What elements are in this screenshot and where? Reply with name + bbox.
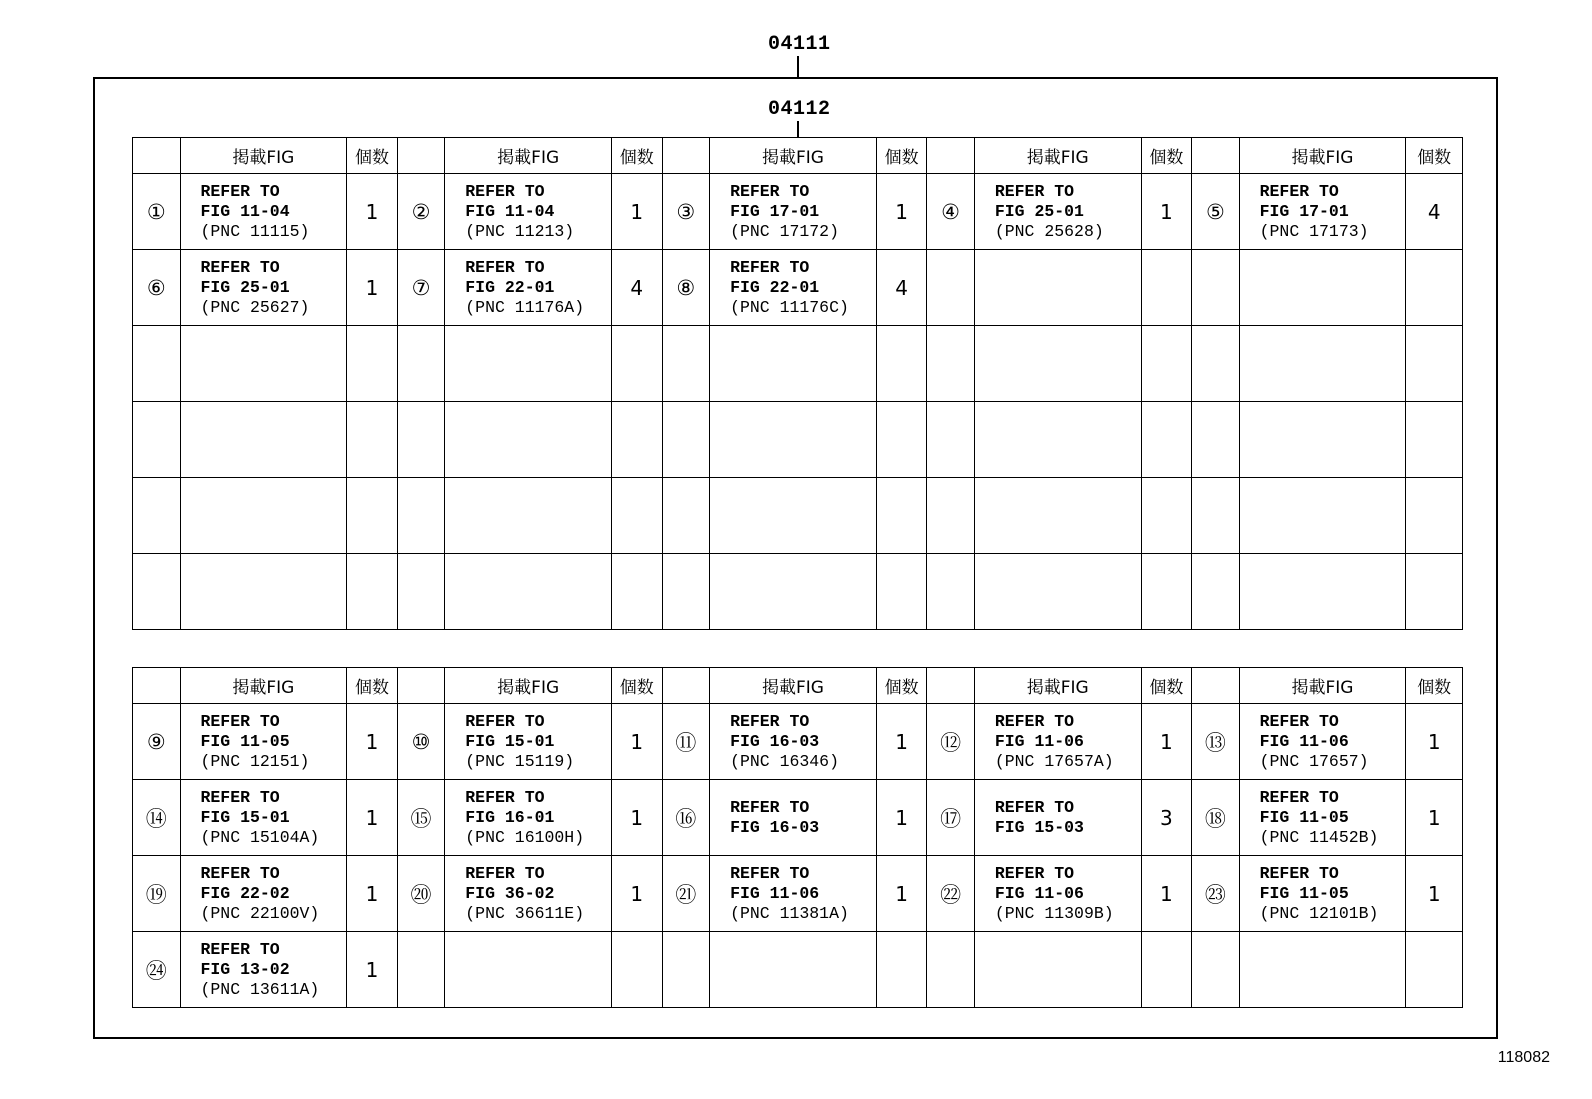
quantity: 1 bbox=[347, 856, 398, 932]
fig-reference bbox=[180, 780, 347, 856]
quantity: 1 bbox=[347, 250, 398, 326]
refer-to-text: REFER TO bbox=[200, 939, 280, 959]
item-number: ⑲ bbox=[133, 856, 181, 932]
fig-reference bbox=[445, 174, 612, 250]
quantity bbox=[1406, 326, 1463, 402]
index-header bbox=[133, 138, 181, 174]
fig-reference bbox=[180, 174, 347, 250]
fig-number: FIG 16-03 bbox=[730, 731, 820, 751]
fig-header: 掲載FIG bbox=[445, 138, 612, 174]
quantity: 1 bbox=[347, 174, 398, 250]
item-number: ⑧ bbox=[662, 250, 710, 326]
refer-to-text: REFER TO bbox=[1259, 787, 1339, 807]
quantity bbox=[612, 402, 663, 478]
fig-reference bbox=[710, 856, 877, 932]
fig-header: 掲載FIG bbox=[180, 138, 347, 174]
item-number bbox=[927, 932, 975, 1008]
table-row bbox=[133, 704, 1463, 780]
fig-reference bbox=[710, 326, 877, 402]
index-header bbox=[662, 668, 710, 704]
quantity: 3 bbox=[1141, 780, 1192, 856]
quantity: 1 bbox=[612, 780, 663, 856]
index-header bbox=[397, 138, 445, 174]
table-row bbox=[133, 402, 1463, 478]
item-number: ③ bbox=[662, 174, 710, 250]
fig-number: FIG 11-05 bbox=[1259, 883, 1349, 903]
refer-to-text: REFER TO bbox=[200, 257, 280, 277]
fig-reference bbox=[445, 326, 612, 402]
quantity bbox=[347, 554, 398, 630]
item-number: ⑩ bbox=[397, 704, 445, 780]
item-number bbox=[662, 478, 710, 554]
item-number bbox=[1192, 326, 1240, 402]
image-code: 118082 bbox=[1497, 1049, 1550, 1066]
table-row bbox=[133, 554, 1463, 630]
qty-header: 個数 bbox=[876, 138, 927, 174]
fig-reference bbox=[974, 402, 1141, 478]
item-number: ⑳ bbox=[397, 856, 445, 932]
quantity: 1 bbox=[347, 780, 398, 856]
quantity bbox=[612, 932, 663, 1008]
parts-table-lower bbox=[132, 667, 1463, 1008]
fig-reference bbox=[710, 250, 877, 326]
quantity: 4 bbox=[612, 250, 663, 326]
refer-to-text: REFER TO bbox=[200, 181, 280, 201]
quantity bbox=[1141, 402, 1192, 478]
item-number bbox=[133, 326, 181, 402]
qty-header: 個数 bbox=[1141, 138, 1192, 174]
item-number: ㉑ bbox=[662, 856, 710, 932]
quantity: 1 bbox=[876, 780, 927, 856]
fig-reference bbox=[1239, 932, 1406, 1008]
pnc-number: (PNC 11176C) bbox=[730, 297, 849, 317]
item-number bbox=[133, 554, 181, 630]
refer-to-text: REFER TO bbox=[465, 181, 545, 201]
pnc-number: (PNC 25628) bbox=[994, 221, 1104, 241]
fig-reference bbox=[710, 478, 877, 554]
fig-reference bbox=[974, 704, 1141, 780]
fig-number: FIG 22-01 bbox=[730, 277, 820, 297]
fig-reference bbox=[445, 250, 612, 326]
fig-reference bbox=[180, 554, 347, 630]
pnc-number: (PNC 13611A) bbox=[200, 979, 320, 999]
fig-number: FIG 15-03 bbox=[994, 817, 1084, 837]
inner-label-leader bbox=[797, 121, 799, 137]
pnc-number: (PNC 11452B) bbox=[1259, 827, 1379, 847]
quantity: 1 bbox=[876, 704, 927, 780]
item-number bbox=[662, 326, 710, 402]
fig-reference bbox=[1239, 326, 1406, 402]
pnc-number: (PNC 11176A) bbox=[465, 297, 585, 317]
pnc-number: (PNC 16346) bbox=[730, 751, 839, 771]
qty-header: 個数 bbox=[1406, 668, 1463, 704]
quantity bbox=[876, 554, 927, 630]
qty-header: 個数 bbox=[1406, 138, 1463, 174]
quantity bbox=[1406, 932, 1463, 1008]
refer-to-text: REFER TO bbox=[1259, 863, 1339, 883]
table-row bbox=[133, 932, 1463, 1008]
fig-number: FIG 13-02 bbox=[200, 959, 290, 979]
fig-reference bbox=[974, 554, 1141, 630]
refer-to-text: REFER TO bbox=[994, 181, 1075, 201]
item-number: ② bbox=[397, 174, 445, 250]
fig-reference bbox=[974, 780, 1141, 856]
quantity bbox=[1406, 478, 1463, 554]
refer-to-text: REFER TO bbox=[465, 863, 545, 883]
quantity bbox=[347, 326, 398, 402]
item-number: ④ bbox=[927, 174, 975, 250]
quantity bbox=[1406, 402, 1463, 478]
fig-header: 掲載FIG bbox=[1239, 138, 1406, 174]
fig-header: 掲載FIG bbox=[1239, 668, 1406, 704]
item-number: ⑬ bbox=[1192, 704, 1240, 780]
fig-reference bbox=[1239, 402, 1406, 478]
fig-reference bbox=[1239, 554, 1406, 630]
index-header bbox=[1192, 138, 1240, 174]
fig-header: 掲載FIG bbox=[710, 668, 877, 704]
item-number: ㉔ bbox=[133, 932, 181, 1008]
fig-reference bbox=[445, 856, 612, 932]
fig-reference bbox=[710, 554, 877, 630]
fig-reference bbox=[710, 402, 877, 478]
item-number bbox=[1192, 478, 1240, 554]
refer-to-text: REFER TO bbox=[730, 181, 810, 201]
qty-header: 個数 bbox=[347, 138, 398, 174]
quantity bbox=[1141, 326, 1192, 402]
quantity bbox=[1406, 554, 1463, 630]
fig-reference bbox=[974, 932, 1141, 1008]
item-number bbox=[1192, 932, 1240, 1008]
item-number bbox=[397, 326, 445, 402]
quantity bbox=[1141, 250, 1192, 326]
quantity bbox=[1141, 932, 1192, 1008]
item-number: ⑨ bbox=[133, 704, 181, 780]
index-header bbox=[927, 668, 975, 704]
refer-to-text: REFER TO bbox=[200, 787, 280, 807]
qty-header: 個数 bbox=[1141, 668, 1192, 704]
qty-header: 個数 bbox=[876, 668, 927, 704]
quantity bbox=[876, 478, 927, 554]
table-row bbox=[133, 478, 1463, 554]
fig-header: 掲載FIG bbox=[974, 138, 1141, 174]
item-number bbox=[397, 402, 445, 478]
table-header-row bbox=[133, 138, 1463, 174]
fig-number: FIG 25-01 bbox=[994, 201, 1084, 221]
item-number bbox=[662, 402, 710, 478]
fig-reference bbox=[1239, 704, 1406, 780]
fig-header: 掲載FIG bbox=[180, 668, 347, 704]
refer-to-text: REFER TO bbox=[465, 257, 545, 277]
outer-label-leader bbox=[797, 56, 799, 77]
pnc-number: (PNC 11213) bbox=[465, 221, 575, 241]
fig-reference bbox=[1239, 174, 1406, 250]
quantity: 1 bbox=[612, 856, 663, 932]
fig-number: FIG 11-06 bbox=[1259, 731, 1349, 751]
item-number bbox=[927, 554, 975, 630]
fig-number: FIG 16-01 bbox=[465, 807, 555, 827]
item-number bbox=[1192, 554, 1240, 630]
item-number bbox=[1192, 250, 1240, 326]
fig-header: 掲載FIG bbox=[445, 668, 612, 704]
item-number bbox=[927, 402, 975, 478]
fig-reference bbox=[445, 932, 612, 1008]
refer-to-text: REFER TO bbox=[465, 787, 545, 807]
fig-number: FIG 11-06 bbox=[730, 883, 820, 903]
fig-number: FIG 11-06 bbox=[994, 731, 1084, 751]
item-number bbox=[662, 554, 710, 630]
quantity: 1 bbox=[612, 174, 663, 250]
fig-number: FIG 36-02 bbox=[465, 883, 555, 903]
quantity: 4 bbox=[1406, 174, 1463, 250]
quantity: 1 bbox=[876, 174, 927, 250]
pnc-number: (PNC 17173) bbox=[1259, 221, 1369, 241]
fig-number: FIG 17-01 bbox=[730, 201, 820, 221]
fig-number: FIG 15-01 bbox=[200, 807, 290, 827]
refer-to-text: REFER TO bbox=[730, 863, 810, 883]
item-number bbox=[133, 402, 181, 478]
fig-number: FIG 15-01 bbox=[465, 731, 555, 751]
fig-number: FIG 11-04 bbox=[200, 201, 290, 221]
item-number: ⑮ bbox=[397, 780, 445, 856]
item-number: ⑪ bbox=[662, 704, 710, 780]
item-number: ⑭ bbox=[133, 780, 181, 856]
pnc-number: (PNC 17657A) bbox=[994, 751, 1114, 771]
quantity: 1 bbox=[1141, 704, 1192, 780]
item-number: ㉒ bbox=[927, 856, 975, 932]
quantity bbox=[876, 402, 927, 478]
item-number bbox=[662, 932, 710, 1008]
fig-reference bbox=[445, 554, 612, 630]
fig-header: 掲載FIG bbox=[710, 138, 877, 174]
fig-number: FIG 16-03 bbox=[730, 817, 820, 837]
table-row bbox=[133, 326, 1463, 402]
quantity bbox=[347, 402, 398, 478]
quantity bbox=[612, 326, 663, 402]
qty-header: 個数 bbox=[612, 138, 663, 174]
fig-number: FIG 22-01 bbox=[465, 277, 555, 297]
fig-reference bbox=[180, 704, 347, 780]
quantity bbox=[347, 478, 398, 554]
quantity: 4 bbox=[876, 250, 927, 326]
quantity: 1 bbox=[347, 932, 398, 1008]
fig-number: FIG 17-01 bbox=[1259, 201, 1349, 221]
item-number: ⑱ bbox=[1192, 780, 1240, 856]
refer-to-text: REFER TO bbox=[1259, 711, 1339, 731]
index-header bbox=[927, 138, 975, 174]
item-number: ⑤ bbox=[1192, 174, 1240, 250]
item-number bbox=[927, 326, 975, 402]
item-number bbox=[397, 478, 445, 554]
quantity bbox=[1141, 554, 1192, 630]
item-number: ① bbox=[133, 174, 181, 250]
pnc-number: (PNC 15119) bbox=[465, 751, 575, 771]
fig-reference bbox=[974, 856, 1141, 932]
index-header bbox=[397, 668, 445, 704]
fig-reference bbox=[445, 478, 612, 554]
quantity bbox=[1406, 250, 1463, 326]
table-row bbox=[133, 780, 1463, 856]
pnc-number: (PNC 12151) bbox=[200, 751, 310, 771]
fig-reference bbox=[1239, 856, 1406, 932]
table-row bbox=[133, 856, 1463, 932]
parts-table-upper bbox=[132, 137, 1463, 630]
refer-to-text: REFER TO bbox=[200, 863, 280, 883]
pnc-number: (PNC 11309B) bbox=[994, 903, 1114, 923]
item-number: ⑯ bbox=[662, 780, 710, 856]
refer-to-text: REFER TO bbox=[994, 863, 1075, 883]
fig-reference bbox=[445, 402, 612, 478]
item-number bbox=[927, 478, 975, 554]
quantity bbox=[1141, 478, 1192, 554]
item-number: ⑰ bbox=[927, 780, 975, 856]
item-number: ⑦ bbox=[397, 250, 445, 326]
refer-to-text: REFER TO bbox=[730, 711, 810, 731]
table-header-row bbox=[133, 668, 1463, 704]
quantity bbox=[876, 932, 927, 1008]
item-number bbox=[397, 554, 445, 630]
fig-number: FIG 11-04 bbox=[465, 201, 555, 221]
qty-header: 個数 bbox=[347, 668, 398, 704]
quantity: 1 bbox=[1141, 856, 1192, 932]
fig-reference bbox=[1239, 478, 1406, 554]
fig-reference bbox=[974, 174, 1141, 250]
fig-number: FIG 11-05 bbox=[200, 731, 290, 751]
fig-reference bbox=[1239, 780, 1406, 856]
quantity: 1 bbox=[1141, 174, 1192, 250]
table-row bbox=[133, 250, 1463, 326]
pnc-number: (PNC 11115) bbox=[200, 221, 310, 241]
item-number: ⑫ bbox=[927, 704, 975, 780]
refer-to-text: REFER TO bbox=[994, 797, 1075, 817]
pnc-number: (PNC 17172) bbox=[730, 221, 839, 241]
item-number bbox=[1192, 402, 1240, 478]
item-number: ㉓ bbox=[1192, 856, 1240, 932]
fig-reference bbox=[1239, 250, 1406, 326]
fig-reference bbox=[180, 250, 347, 326]
fig-header: 掲載FIG bbox=[974, 668, 1141, 704]
fig-number: FIG 22-02 bbox=[200, 883, 290, 903]
quantity: 1 bbox=[876, 856, 927, 932]
fig-reference bbox=[710, 780, 877, 856]
table-row bbox=[133, 174, 1463, 250]
quantity: 1 bbox=[612, 704, 663, 780]
index-header bbox=[133, 668, 181, 704]
refer-to-text: REFER TO bbox=[730, 257, 810, 277]
fig-reference bbox=[974, 326, 1141, 402]
fig-reference bbox=[180, 402, 347, 478]
fig-reference bbox=[180, 326, 347, 402]
pnc-number: (PNC 36611E) bbox=[465, 903, 585, 923]
pnc-number: (PNC 22100V) bbox=[200, 903, 320, 923]
index-header bbox=[1192, 668, 1240, 704]
refer-to-text: REFER TO bbox=[730, 797, 810, 817]
quantity bbox=[612, 478, 663, 554]
fig-reference bbox=[974, 250, 1141, 326]
refer-to-text: REFER TO bbox=[1259, 181, 1339, 201]
inner-assembly-label: 04112 bbox=[768, 98, 831, 121]
fig-reference bbox=[445, 780, 612, 856]
fig-reference bbox=[180, 856, 347, 932]
pnc-number: (PNC 17657) bbox=[1259, 751, 1369, 771]
pnc-number: (PNC 12101B) bbox=[1259, 903, 1379, 923]
refer-to-text: REFER TO bbox=[994, 711, 1075, 731]
pnc-number: (PNC 25627) bbox=[200, 297, 310, 317]
quantity: 1 bbox=[1406, 704, 1463, 780]
fig-number: FIG 11-05 bbox=[1259, 807, 1349, 827]
fig-reference bbox=[710, 704, 877, 780]
refer-to-text: REFER TO bbox=[200, 711, 280, 731]
fig-reference bbox=[710, 932, 877, 1008]
item-number bbox=[397, 932, 445, 1008]
quantity bbox=[876, 326, 927, 402]
item-number bbox=[927, 250, 975, 326]
fig-reference bbox=[445, 704, 612, 780]
quantity: 1 bbox=[347, 704, 398, 780]
fig-reference bbox=[180, 932, 347, 1008]
item-number bbox=[133, 478, 181, 554]
refer-to-text: REFER TO bbox=[465, 711, 545, 731]
fig-reference bbox=[974, 478, 1141, 554]
fig-reference bbox=[180, 478, 347, 554]
item-number: ⑥ bbox=[133, 250, 181, 326]
quantity bbox=[612, 554, 663, 630]
pnc-number: (PNC 11381A) bbox=[730, 903, 849, 923]
quantity: 1 bbox=[1406, 780, 1463, 856]
pnc-number: (PNC 16100H) bbox=[465, 827, 585, 847]
fig-number: FIG 11-06 bbox=[994, 883, 1084, 903]
quantity: 1 bbox=[1406, 856, 1463, 932]
fig-number: FIG 25-01 bbox=[200, 277, 290, 297]
pnc-number: (PNC 15104A) bbox=[200, 827, 320, 847]
qty-header: 個数 bbox=[612, 668, 663, 704]
fig-reference bbox=[710, 174, 877, 250]
index-header bbox=[662, 138, 710, 174]
outer-assembly-label: 04111 bbox=[768, 33, 831, 56]
